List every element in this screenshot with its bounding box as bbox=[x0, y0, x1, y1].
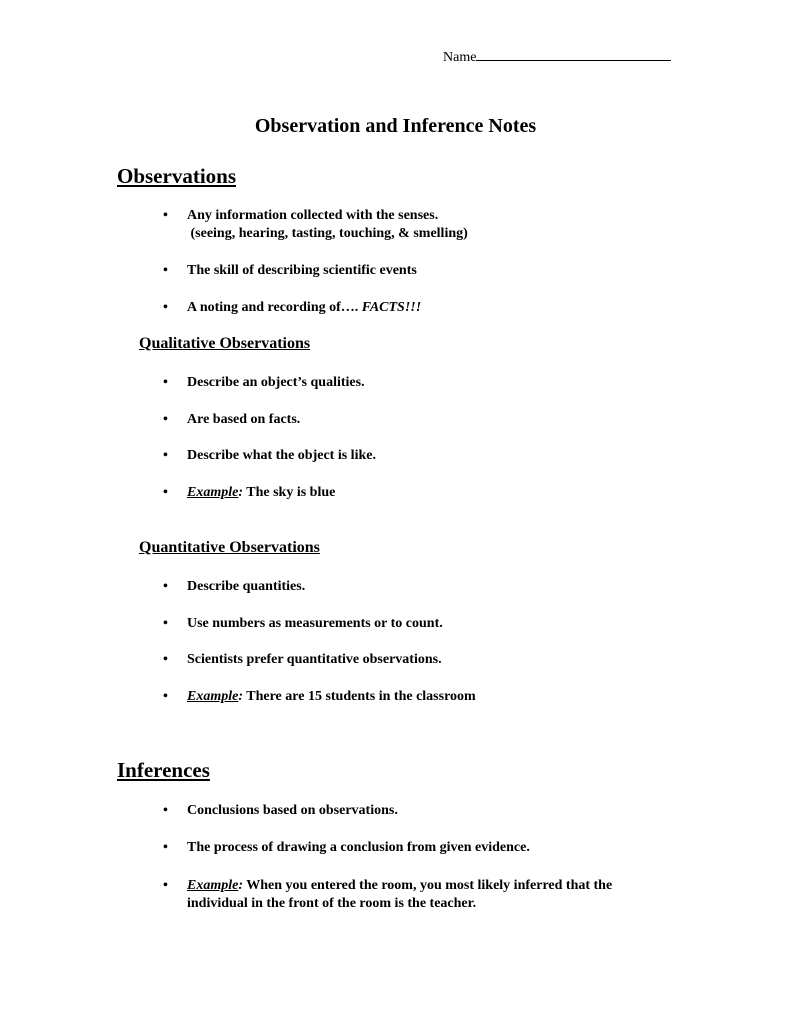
bullet-icon: • bbox=[163, 485, 168, 500]
list-item: • The process of drawing a conclusion from given evidence. bbox=[163, 840, 530, 855]
example-item: • Example: When you entered the room, you most likely inferred that the individual in the front of the room is the teacher. bbox=[163, 878, 613, 911]
list-item: • A noting and recording of…. FACTS!!! bbox=[163, 300, 422, 315]
bullet-icon: • bbox=[163, 878, 168, 893]
bullet-icon: • bbox=[163, 412, 168, 427]
example-label: Example bbox=[187, 689, 239, 704]
example-item: • Example: There are 15 students in the classroom bbox=[163, 689, 476, 704]
list-item: • Are based on facts. bbox=[163, 412, 301, 427]
example-label: Example bbox=[187, 485, 239, 500]
list-item: • Describe quantities. bbox=[163, 579, 306, 594]
list-item: • Scientists prefer quantitative observations. bbox=[163, 652, 442, 667]
example-label: Example bbox=[187, 878, 239, 893]
bullet-icon: • bbox=[163, 208, 168, 223]
list-item: • Describe an object’s qualities. bbox=[163, 375, 365, 390]
bullet-icon: • bbox=[163, 652, 168, 667]
bullet-icon: • bbox=[163, 616, 168, 631]
bullet-icon: • bbox=[163, 689, 168, 704]
bullet-icon: • bbox=[163, 840, 168, 855]
page-title: Observation and Inference Notes bbox=[254, 115, 537, 137]
example-item: • Example: The sky is blue bbox=[163, 485, 336, 500]
bullet-icon: • bbox=[163, 300, 168, 315]
name-field[interactable] bbox=[443, 46, 671, 66]
list-item: • Describe what the object is like. bbox=[163, 448, 376, 463]
quantitative-heading: Quantitative Observations bbox=[139, 539, 320, 556]
list-item: • The skill of describing scientific events bbox=[163, 263, 417, 278]
inferences-heading: Inferences bbox=[117, 758, 210, 782]
name-blank-line[interactable] bbox=[476, 46, 671, 61]
list-item: • Any information collected with the senses. (seeing, hearing, tasting, touching, & smelling) bbox=[163, 208, 468, 241]
bullet-icon: • bbox=[163, 803, 168, 818]
bullet-icon: • bbox=[163, 579, 168, 594]
list-item: • Use numbers as measurements or to count. bbox=[163, 616, 443, 631]
list-item: • Conclusions based on observations. bbox=[163, 803, 398, 818]
observations-heading: Observations bbox=[117, 164, 237, 188]
bullet-icon: • bbox=[163, 263, 168, 278]
bullet-icon: • bbox=[163, 375, 168, 390]
qualitative-heading: Qualitative Observations bbox=[139, 335, 311, 352]
bullet-icon: • bbox=[163, 448, 168, 463]
facts-emphasis: FACTS!!! bbox=[361, 300, 422, 315]
name-label: Name bbox=[443, 50, 477, 65]
